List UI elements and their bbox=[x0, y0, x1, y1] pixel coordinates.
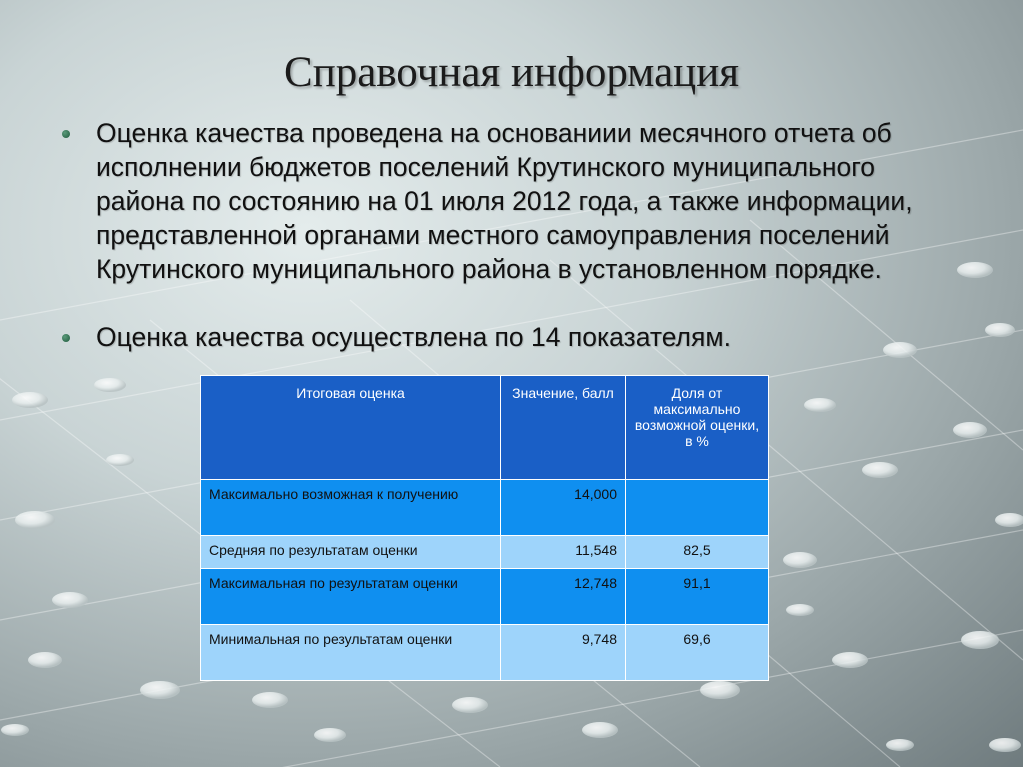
bullet-list bbox=[62, 116, 962, 354]
bullet-dot-icon bbox=[62, 130, 70, 138]
bullet-dot-icon bbox=[62, 334, 70, 342]
slide-title: Справочная информация bbox=[284, 49, 739, 96]
row-value: 11,548 bbox=[501, 536, 626, 569]
row-value: 14,000 bbox=[501, 480, 626, 536]
row-share: 69,6 bbox=[626, 625, 769, 681]
column-header: Итоговая оценка bbox=[201, 376, 501, 480]
bullet-text: Оценка качества проведена на основаниии месячного отчета об исполнении бюджетов поселений Крутинского муниципального района по состоянию на 01 июля 2012 года, а также информации, представленной органами местного самоуправления поселений Крутинского муниципального района в установленном порядке. bbox=[96, 118, 913, 284]
row-value: 9,748 bbox=[501, 625, 626, 681]
table-header-row bbox=[201, 376, 769, 480]
row-value: 12,748 bbox=[501, 569, 626, 625]
column-header: Значение, балл bbox=[501, 376, 626, 480]
bullet-text: Оценка качества осуществлена по 14 показателям. bbox=[96, 322, 731, 352]
row-share: 82,5 bbox=[626, 536, 769, 569]
results-table bbox=[200, 375, 769, 681]
column-header: Доля от максимально возможной оценки, в % bbox=[626, 376, 769, 480]
row-share: 91,1 bbox=[626, 569, 769, 625]
row-share bbox=[626, 480, 769, 536]
bullet-item bbox=[62, 320, 962, 354]
row-label: Минимальная по результатам оценки bbox=[201, 625, 501, 681]
row-label: Средняя по результатам оценки bbox=[201, 536, 501, 569]
bullet-item bbox=[62, 116, 962, 320]
table-row bbox=[201, 480, 769, 536]
table-row bbox=[201, 625, 769, 681]
row-label: Максимальная по результатам оценки bbox=[201, 569, 501, 625]
table-row bbox=[201, 536, 769, 569]
row-label: Максимально возможная к получению bbox=[201, 480, 501, 536]
table-row bbox=[201, 569, 769, 625]
